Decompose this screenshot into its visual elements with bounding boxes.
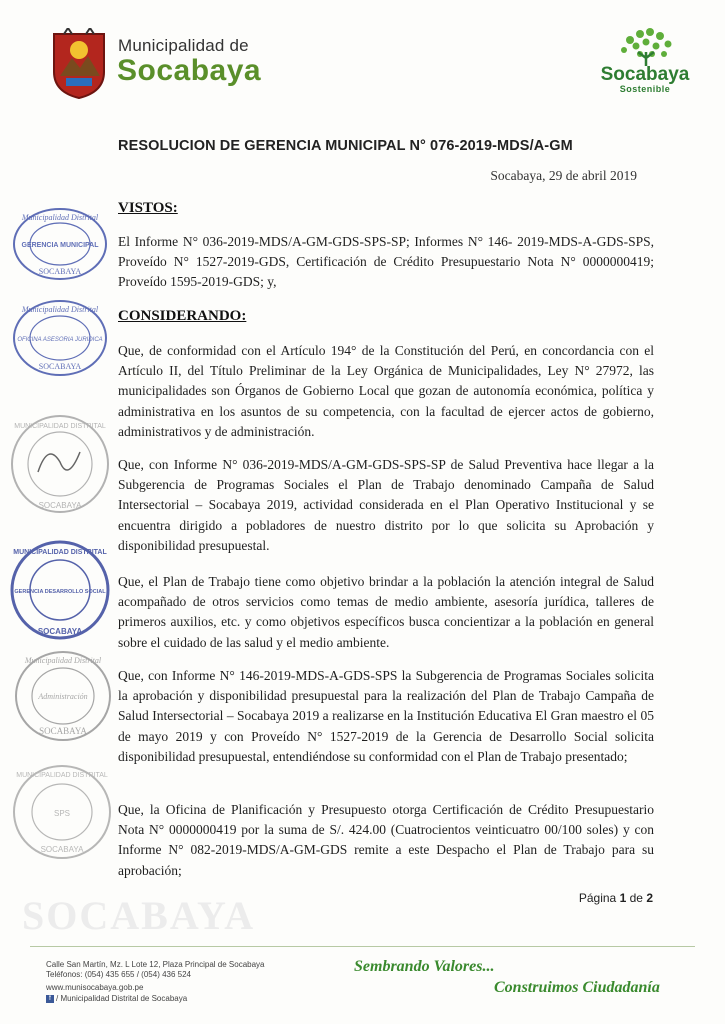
stamp-bottom-text: SOCABAYA bbox=[38, 501, 82, 510]
stamp-bottom-text: SOCABAYA bbox=[40, 845, 84, 854]
stamp-gerencia-municipal bbox=[10, 205, 110, 283]
footer-website[interactable]: www.munisocabaya.gob.pe bbox=[46, 983, 144, 992]
considerando-paragraph-3: Que, el Plan de Trabajo tiene como objetivo brindar a la población la atención integral de Salud acompañado de otros servicios como temas de medio ambiente, asesoría jurídica, talleres de primeros auxilios, etc. y como objetivos específicos busca concientizar a la población en general sobre el cuidado de las salud y el medio ambiente. bbox=[118, 574, 654, 650]
stamp-middle-text: OFICINA ASESORIA JURIDICA bbox=[17, 337, 103, 343]
municipality-crest-logo bbox=[46, 28, 112, 100]
considerando-paragraph-5: Que, la Oficina de Planificación y Presupuesto otorga Certificación de Crédito Presupuestario Nota N° 0000000419 por la suma de S/. 424.00 (Cuatrocientos veinticuatro 00/100 soles) y con Informe N° 082-2019-MDS/A-GM-GDS remite a este Despacho el Plan de Trabajo para su aprobación; bbox=[118, 802, 654, 878]
facebook-icon: f bbox=[46, 995, 54, 1003]
page-number bbox=[579, 891, 653, 905]
footer-address: Calle San Martín, Mz. L Lote 12, Plaza Principal de Socabaya bbox=[46, 960, 265, 969]
considerando-paragraph-1: Que, de conformidad con el Artículo 194° de la Constitución del Perú, en concordancia con el Artículo II, del Título Preliminar de la Ley Orgánica de Municipalidades, Ley N° 27972, las municipalidades son Órganos de Gobierno Local que gozan de autonomía económica, política y administrativa en los asuntos de su competencia, con la facultad de ejercer actos de gobierno, administrativos y de administración. bbox=[118, 343, 654, 439]
page-total: 2 bbox=[646, 891, 653, 905]
slogan-construimos: Construimos Ciudadanía bbox=[494, 979, 660, 996]
document-date: Socabaya, 29 de abril 2019 bbox=[490, 168, 637, 183]
stamp-middle-text: SPS bbox=[53, 809, 71, 818]
stamp-top-text: MUNICIPALIDAD DISTRITAL bbox=[13, 549, 107, 556]
vistos-paragraph: El Informe N° 036-2019-MDS/A-GM-GDS-SPS-SP; Informes N° 146- 2019-MDS-A-GDS-SPS, Proveído N° 1527-2019-GDS, Certificación de Crédito Presupuestario Nota N° 0000000419; Proveído 1595-2019-GDS; y, bbox=[118, 234, 654, 290]
brand-name: Socabaya bbox=[600, 64, 690, 85]
page-current: 1 bbox=[619, 891, 627, 905]
municipality-name: Socabaya bbox=[117, 54, 262, 87]
stamp-top-text: Municipalidad Distrital bbox=[21, 213, 99, 222]
stamp-bottom-text: SOCABAYA bbox=[38, 267, 82, 276]
resolution-title: RESOLUCION DE GERENCIA MUNICIPAL N° 076-2019-MDS/A-GM bbox=[118, 138, 573, 154]
brand-subtitle: Sostenible bbox=[619, 84, 671, 94]
stamp-top-text: Municipalidad Distrital bbox=[24, 656, 102, 665]
stamp-gray-signature bbox=[8, 412, 112, 516]
stamp-top-text: Municipalidad Distrital bbox=[21, 305, 99, 314]
stamp-desarrollo-social bbox=[8, 538, 112, 642]
stamp-asesoria-juridica bbox=[10, 297, 110, 379]
page-label: Página bbox=[578, 891, 617, 905]
page-of: de bbox=[629, 891, 643, 905]
stamp-middle-text: Administración bbox=[38, 692, 88, 701]
footer-facebook[interactable] bbox=[46, 994, 187, 1004]
stamp-sps bbox=[10, 762, 114, 862]
stamp-bottom-text: SOCABAYA bbox=[39, 726, 87, 736]
stamp-middle-text: GERENCIA DESARROLLO SOCIAL bbox=[14, 589, 106, 595]
slogan-sembrando: Sembrando Valores... bbox=[354, 958, 495, 975]
stamp-administracion bbox=[12, 648, 114, 744]
considerando-paragraph-2: Que, con Informe N° 036-2019-MDS/A-GM-GDS-SPS-SP de Salud Preventiva hace llegar a la Subgerencia de Programas Sociales el Plan de Trabajo denominado Campaña de Salud Intersectorial – Socabaya 2019, actividad considerada en el Plan Operativo Institucional y se encuentra dirigido a pobladores de nuestro distrito por lo que solicita su Aprobación y disponibilidad presupuestal. bbox=[118, 457, 654, 553]
considerando-heading: CONSIDERANDO: bbox=[118, 308, 247, 324]
socabaya-watermark: SOCABAYA bbox=[22, 893, 256, 938]
considerando-paragraph-4: Que, con Informe N° 146-2019-MDS-A-GDS-SPS la Subgerencia de Programas Sociales solicita la aprobación y disponibilidad presupuestal para la realización del Plan de Trabajo Campaña de Salud Intersectorial – Socabaya 2019 a realizarse en la Institución Educativa El Gran maestro el 05 de mayo 2019 y con Proveído N° 1527-2019 de la Gerencia de Desarrollo Social solicita disponibilidad presupuestal, entendiéndose su conformidad con el Plan de Trabajo presentado; bbox=[118, 668, 654, 764]
footer-facebook-text: / Municipalidad Distrital de Socabaya bbox=[56, 994, 188, 1003]
stamp-middle-text: GERENCIA MUNICIPAL bbox=[21, 242, 99, 249]
footer-phones: Teléfonos: (054) 435 655 / (054) 436 524 bbox=[46, 970, 191, 979]
stamp-top-text: MUNICIPALIDAD DISTRITAL bbox=[14, 423, 106, 430]
municipality-label: Municipalidad de bbox=[118, 36, 249, 55]
stamp-top-text: MUNICIPALIDAD DISTRITAL bbox=[16, 772, 108, 779]
stamp-bottom-text: SOCABAYA bbox=[37, 627, 83, 636]
stamp-bottom-text: SOCABAYA bbox=[38, 362, 82, 371]
footer-divider bbox=[30, 946, 695, 947]
vistos-heading: VISTOS: bbox=[118, 200, 178, 216]
